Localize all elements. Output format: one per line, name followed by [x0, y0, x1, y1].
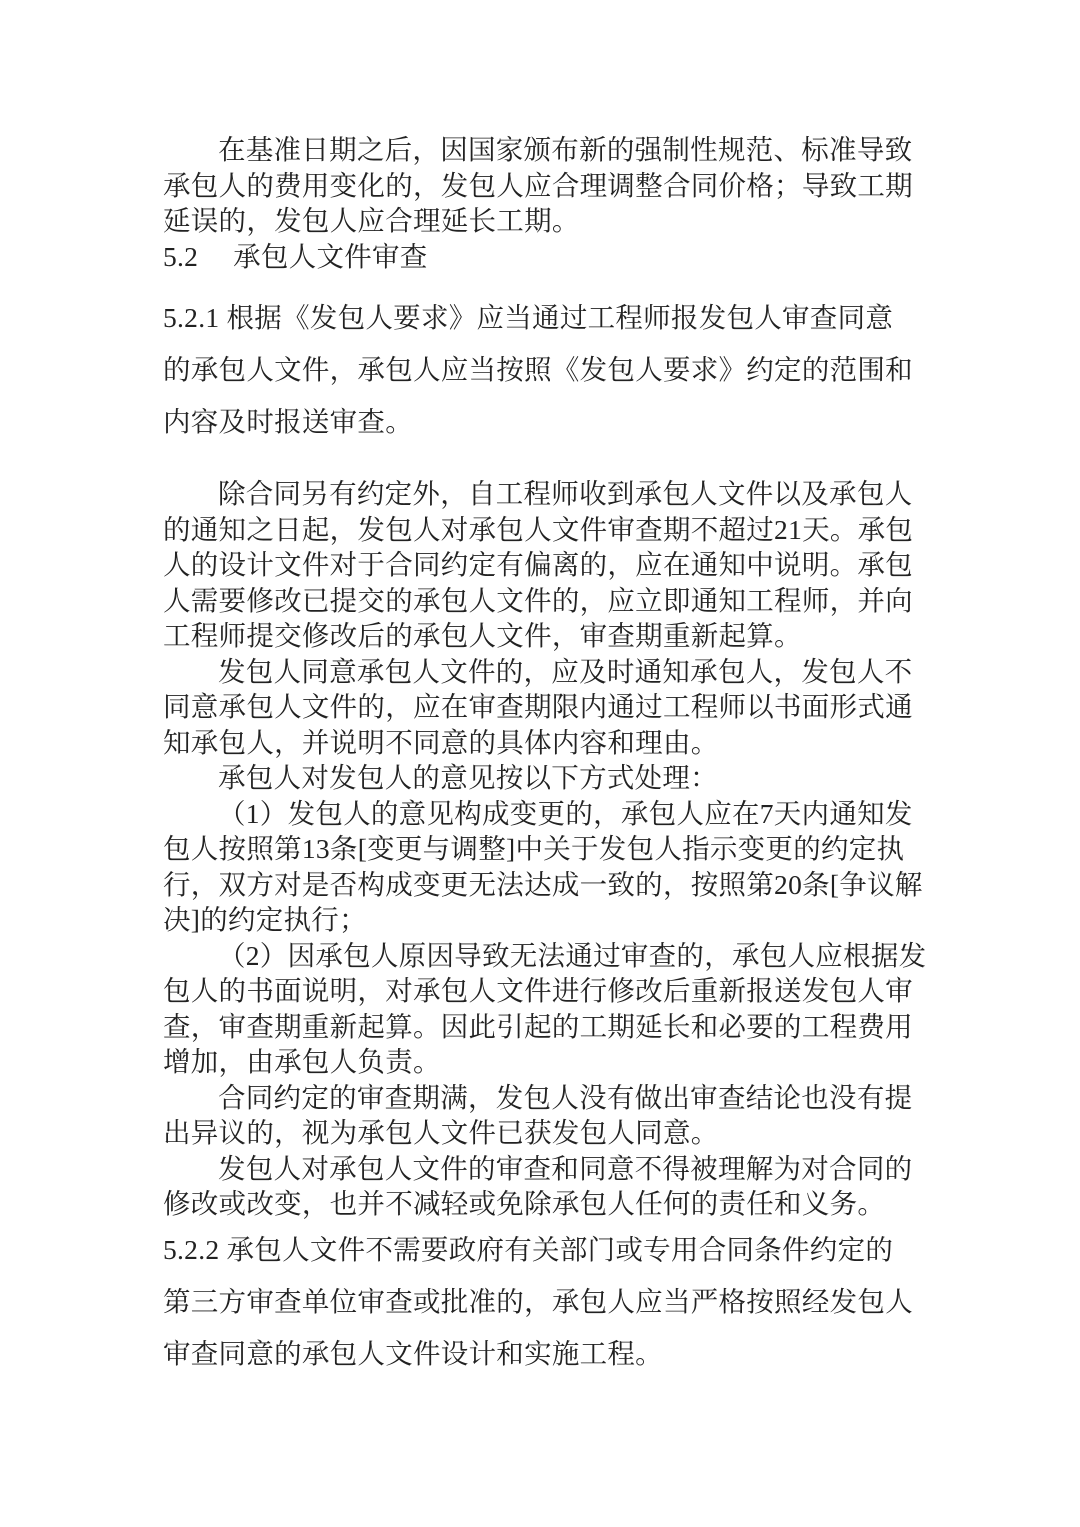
clause-item-1 — [163, 796, 963, 938]
document-body — [163, 132, 963, 1380]
text-line: （2）因承包人原因导致无法通过审查的，承包人应根据发 — [218, 939, 927, 971]
section-heading — [163, 239, 963, 275]
text-line: 合同约定的审查期满，发包人没有做出审查结论也没有提 — [218, 1081, 913, 1113]
text-line: 的通知之日起，发包人对承包人文件审查期不超过21天。承包 — [163, 513, 914, 545]
text-line: 包人的书面说明，对承包人文件进行修改后重新报送发包人审 — [163, 975, 913, 1006]
text-line: 在基准日期之后，因国家颁布新的强制性规范、标准导致 — [218, 134, 913, 165]
clause-intro — [163, 132, 963, 239]
text-line: 承包人对发包人的意见按以下方式处理： — [218, 762, 718, 793]
text-line: 5.2 承包人文件审查 — [163, 240, 428, 272]
clause-5-2-1 — [163, 292, 963, 448]
text-line: 除合同另有约定外，自工程师收到承包人文件以及承包人 — [218, 478, 913, 509]
clause-notify — [163, 654, 963, 761]
text-line: 增加，由承包人负责。 — [163, 1046, 441, 1077]
text-line: 内容及时报送审查。 — [163, 406, 413, 437]
text-line: （1）发包人的意见构成变更的，承包人应在7天内通知发 — [218, 797, 913, 829]
text-line: 发包人对承包人文件的审查和同意不得被理解为对合同的 — [218, 1152, 913, 1184]
clause-5-2-2 — [163, 1224, 963, 1380]
text-line: 发包人同意承包人文件的，应及时通知承包人，发包人不 — [218, 655, 913, 687]
text-line: 出异议的，视为承包人文件已获发包人同意。 — [163, 1117, 719, 1148]
text-line: 修改或改变，也并不减轻或免除承包人任何的责任和义务。 — [163, 1188, 886, 1219]
text-line: 承包人的费用变化的，发包人应合理调整合同价格；导致工期 — [163, 169, 913, 201]
clause-handling-lead — [163, 760, 963, 796]
text-line: 查，审查期重新起算。因此引起的工期延长和必要的工程费用 — [163, 1010, 913, 1042]
text-line: 5.2.2 承包人文件不需要政府有关部门或专用合同条件约定的 — [163, 1233, 894, 1265]
clause-no-relief — [163, 1151, 963, 1222]
text-line: 5.2.1 根据《发包人要求》应当通过工程师报发包人审查同意 — [163, 302, 894, 333]
text-line: 包人按照第13条[变更与调整]中关于发包人指示变更的约定执 — [163, 833, 905, 864]
clause-review-period — [163, 476, 963, 654]
text-line: 决]的约定执行； — [163, 904, 367, 935]
text-line: 延误的，发包人应合理延长工期。 — [163, 205, 580, 236]
text-line: 同意承包人文件的，应在审查期限内通过工程师以书面形式通 — [163, 691, 913, 722]
text-line: 知承包人，并说明不同意的具体内容和理由。 — [163, 726, 719, 758]
text-line: 人需要修改已提交的承包人文件的，应立即通知工程师，并向 — [163, 584, 913, 616]
text-line: 的承包人文件，承包人应当按照《发包人要求》约定的范围和 — [163, 354, 913, 385]
text-line: 工程师提交修改后的承包人文件，审查期重新起算。 — [163, 620, 802, 651]
text-line: 人的设计文件对于合同约定有偏离的，应在通知中说明。承包 — [163, 549, 913, 580]
clause-item-2 — [163, 938, 963, 1080]
clause-deemed-approval — [163, 1080, 963, 1151]
text-line: 第三方审查单位审查或批准的，承包人应当严格按照经发包人 — [163, 1285, 913, 1317]
text-line: 行，双方对是否构成变更无法达成一致的，按照第20条[争议解 — [163, 868, 923, 900]
text-line: 审查同意的承包人文件设计和实施工程。 — [163, 1337, 663, 1369]
